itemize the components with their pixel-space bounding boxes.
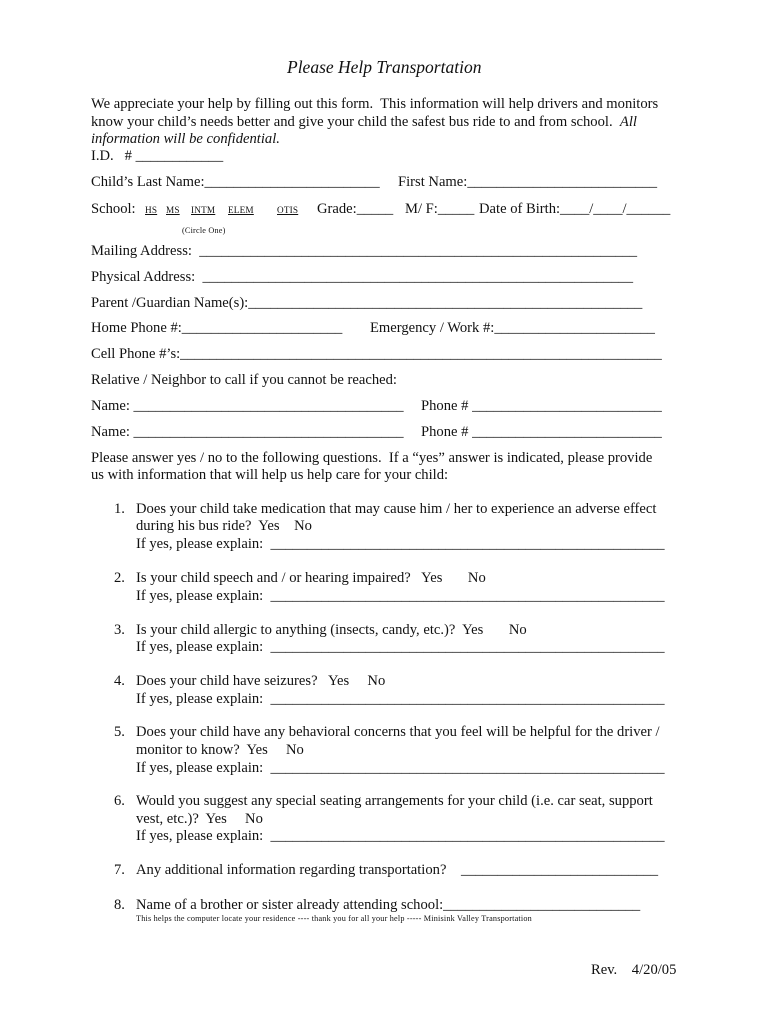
physical-address-field[interactable]: Physical Address: ___________________________________________________________ [91,269,633,285]
revision-date: Rev. 4/20/05 [591,962,677,978]
question-number: 6. [114,793,125,809]
school-option-ms[interactable]: MS [166,205,180,215]
question-6-yes-no[interactable]: vest, etc.)? Yes No [136,811,263,827]
first-name-field[interactable]: First Name:__________________________ [398,174,658,190]
intro-line-1: We appreciate your help by filling out this form. This information will help drivers and monitors [91,96,659,112]
school-option-intm[interactable]: INTM [191,205,216,215]
gender-field[interactable]: M/ F:_____ [405,201,475,217]
question-number: 5. [114,724,125,740]
school-label: School: [91,201,136,217]
intro-line-2-italic: All [619,114,637,130]
question-7-field[interactable]: Any additional information regarding transportation? ___________________________ [136,862,659,878]
question-5-yes-no[interactable]: monitor to know? Yes No [136,742,304,758]
instructions-line-1: Please answer yes / no to the following questions. If a “yes” answer is indicated, please provide [91,450,653,466]
cell-phone-field[interactable]: Cell Phone #’s:__________________________________________________________________ [91,346,662,362]
question-number: 7. [114,862,125,878]
relative-name-1-field[interactable]: Name: _____________________________________ [91,398,404,414]
question-1-yes-no[interactable]: during his bus ride? Yes No [136,518,312,534]
question-3-explain-field[interactable]: If yes, please explain: ______________________________________________________ [136,639,665,655]
question-8-field[interactable]: Name of a brother or sister already attending school:___________________________ [136,897,641,913]
intro-line-2 [91,114,637,131]
question-number: 8. [114,897,125,913]
question-2-yes-no[interactable]: Is your child speech and / or hearing impaired? Yes No [136,570,486,586]
question-6-explain-field[interactable]: If yes, please explain: ______________________________________________________ [136,828,665,844]
relative-name-2-field[interactable]: Name: _____________________________________ [91,424,404,440]
school-option-elem[interactable]: ELEM [228,205,254,215]
mailing-address-field[interactable]: Mailing Address: ____________________________________________________________ [91,243,638,259]
intro-line-3: information will be confidential. [91,131,280,147]
question-4-explain-field[interactable]: If yes, please explain: ______________________________________________________ [136,691,665,707]
home-phone-field[interactable]: Home Phone #:______________________ [91,320,343,336]
form-title: Please Help Transportation [287,57,482,77]
parent-guardian-field[interactable]: Parent /Guardian Name(s):______________________________________________________ [91,295,643,311]
question-6-text: Would you suggest any special seating arrangements for your child (i.e. car seat, support [136,793,653,809]
school-option-otis[interactable]: OTIS [277,205,299,215]
last-name-field[interactable]: Child’s Last Name:________________________ [91,174,380,190]
instructions-line-2: us with information that will help us help care for your child: [91,467,449,483]
footnote: This helps the computer locate your residence ---- thank you for all your help ----- Minisink Valley Transportation [136,914,532,923]
emergency-phone-field[interactable]: Emergency / Work #:______________________ [370,320,655,336]
relative-phone-2-field[interactable]: Phone # __________________________ [421,424,662,440]
relative-phone-1-field[interactable]: Phone # __________________________ [421,398,662,414]
question-1-explain-field[interactable]: If yes, please explain: ______________________________________________________ [136,536,665,552]
question-2-explain-field[interactable]: If yes, please explain: ______________________________________________________ [136,588,665,604]
school-option-hs[interactable]: HS [145,205,158,215]
date-of-birth-field[interactable]: Date of Birth:____/____/______ [479,201,671,217]
question-3-yes-no[interactable]: Is your child allergic to anything (insects, candy, etc.)? Yes No [136,622,527,638]
question-number: 2. [114,570,125,586]
relative-heading: Relative / Neighbor to call if you cannot be reached: [91,372,397,388]
question-number: 3. [114,622,125,638]
question-number: 1. [114,501,125,517]
question-5-text: Does your child have any behavioral concerns that you feel will be helpful for the driver / [136,724,660,740]
question-1-text: Does your child take medication that may cause him / her to experience an adverse effect [136,501,657,517]
question-5-explain-field[interactable]: If yes, please explain: ______________________________________________________ [136,760,665,776]
circle-one-note: (Circle One) [182,226,226,235]
grade-field[interactable]: Grade:_____ [317,201,394,217]
id-field[interactable]: I.D. # ____________ [91,148,224,164]
question-number: 4. [114,673,125,689]
intro-line-2-text: know your child’s needs better and give your child the safest bus ride to and from school. [91,114,620,130]
question-4-yes-no[interactable]: Does your child have seizures? Yes No [136,673,386,689]
